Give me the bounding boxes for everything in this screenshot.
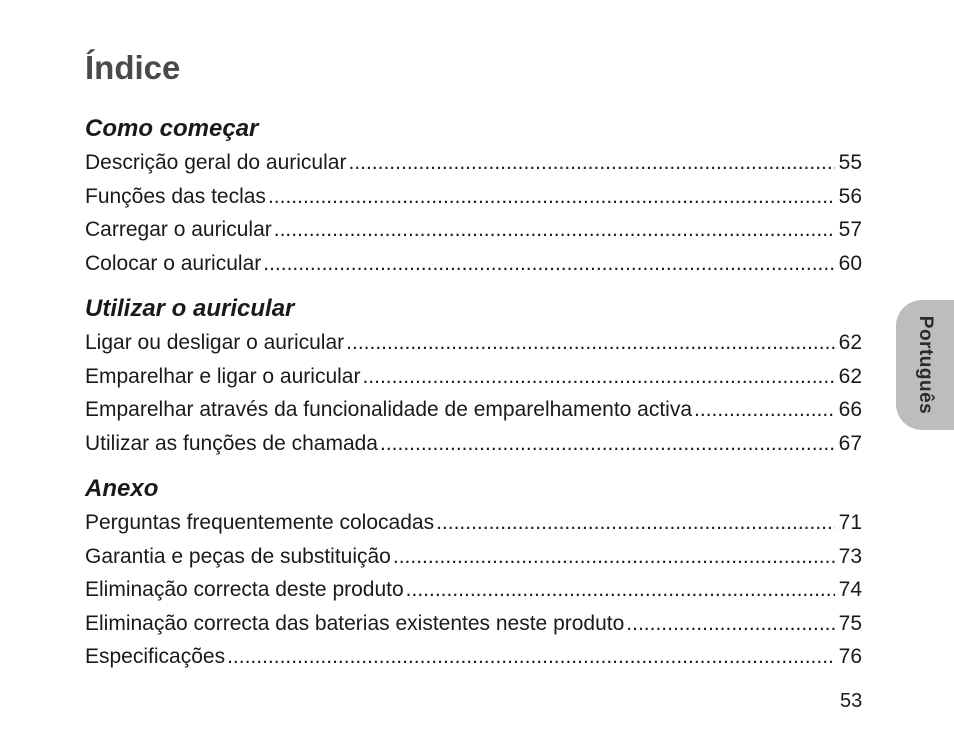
section-heading: Utilizar o auricular	[85, 295, 295, 322]
toc-entry[interactable]	[85, 326, 862, 360]
dot-leader	[346, 326, 834, 360]
entry-title: Colocar o auricular	[85, 251, 262, 275]
entry-page-number: 73	[838, 544, 862, 568]
entry-page-number: 75	[838, 611, 862, 635]
toc-entry[interactable]	[85, 640, 862, 674]
entry-page-number: 60	[838, 251, 862, 275]
entry-title: Emparelhar e ligar o auricular	[85, 364, 361, 388]
entry-title: Eliminação correcta das baterias existentes neste produto	[85, 611, 625, 635]
dot-leader	[380, 427, 835, 461]
entry-title: Utilizar as funções de chamada	[85, 431, 378, 455]
entry-title: Especificações	[85, 645, 226, 668]
section-heading: Anexo	[85, 475, 159, 502]
toc-section-como-comecar	[85, 112, 862, 280]
toc-entry[interactable]	[85, 146, 862, 180]
language-tab	[896, 300, 954, 430]
toc-entry[interactable]	[85, 247, 862, 281]
toc-section-anexo	[85, 472, 862, 674]
entry-title: Eliminação correcta deste produto	[85, 578, 404, 601]
dot-leader	[406, 573, 835, 607]
entry-page-number: 55	[838, 151, 862, 174]
toc-entry[interactable]	[85, 573, 862, 607]
toc-entry[interactable]	[85, 607, 862, 641]
page-title: Índice	[85, 49, 181, 86]
entry-title: Garantia e peças de substituição	[85, 544, 391, 568]
entry-page-number: 76	[838, 645, 862, 668]
dot-leader	[393, 540, 835, 574]
entry-title: Descrição geral do auricular	[85, 151, 347, 174]
entry-title: Ligar ou desligar o auricular	[85, 331, 345, 354]
dot-leader	[227, 640, 835, 674]
entry-page-number: 57	[838, 218, 862, 241]
entry-title: Emparelhar através da funcionalidade de emparelhamento activa	[85, 398, 693, 421]
dot-leader	[263, 247, 834, 281]
table-of-contents	[85, 112, 862, 686]
entry-page-number: 62	[838, 364, 862, 388]
toc-entry[interactable]	[85, 360, 862, 394]
entry-title: Carregar o auricular	[85, 218, 272, 241]
dot-leader	[362, 360, 834, 394]
toc-entry[interactable]	[85, 213, 862, 247]
entry-page-number: 66	[838, 398, 862, 421]
toc-entry[interactable]	[85, 393, 862, 427]
language-tab-label: Português	[915, 315, 936, 415]
entry-page-number: 62	[838, 331, 862, 354]
dot-leader	[694, 393, 835, 427]
entry-page-number: 71	[838, 511, 862, 534]
entry-title: Perguntas frequentemente colocadas	[85, 511, 435, 534]
entry-page-number: 56	[838, 184, 862, 208]
toc-entry[interactable]	[85, 540, 862, 574]
entry-page-number: 67	[838, 431, 862, 455]
dot-leader	[348, 146, 834, 180]
toc-entry[interactable]	[85, 427, 862, 461]
toc-section-utilizar-o-auricular	[85, 292, 862, 460]
section-heading: Como começar	[85, 115, 259, 142]
dot-leader	[626, 607, 834, 641]
entry-title: Funções das teclas	[85, 184, 266, 208]
page-number: 53	[840, 690, 863, 712]
toc-entry[interactable]	[85, 180, 862, 214]
entry-page-number: 74	[838, 578, 862, 601]
dot-leader	[274, 213, 835, 247]
dot-leader	[268, 180, 835, 214]
dot-leader	[436, 506, 835, 540]
toc-entry[interactable]	[85, 506, 862, 540]
